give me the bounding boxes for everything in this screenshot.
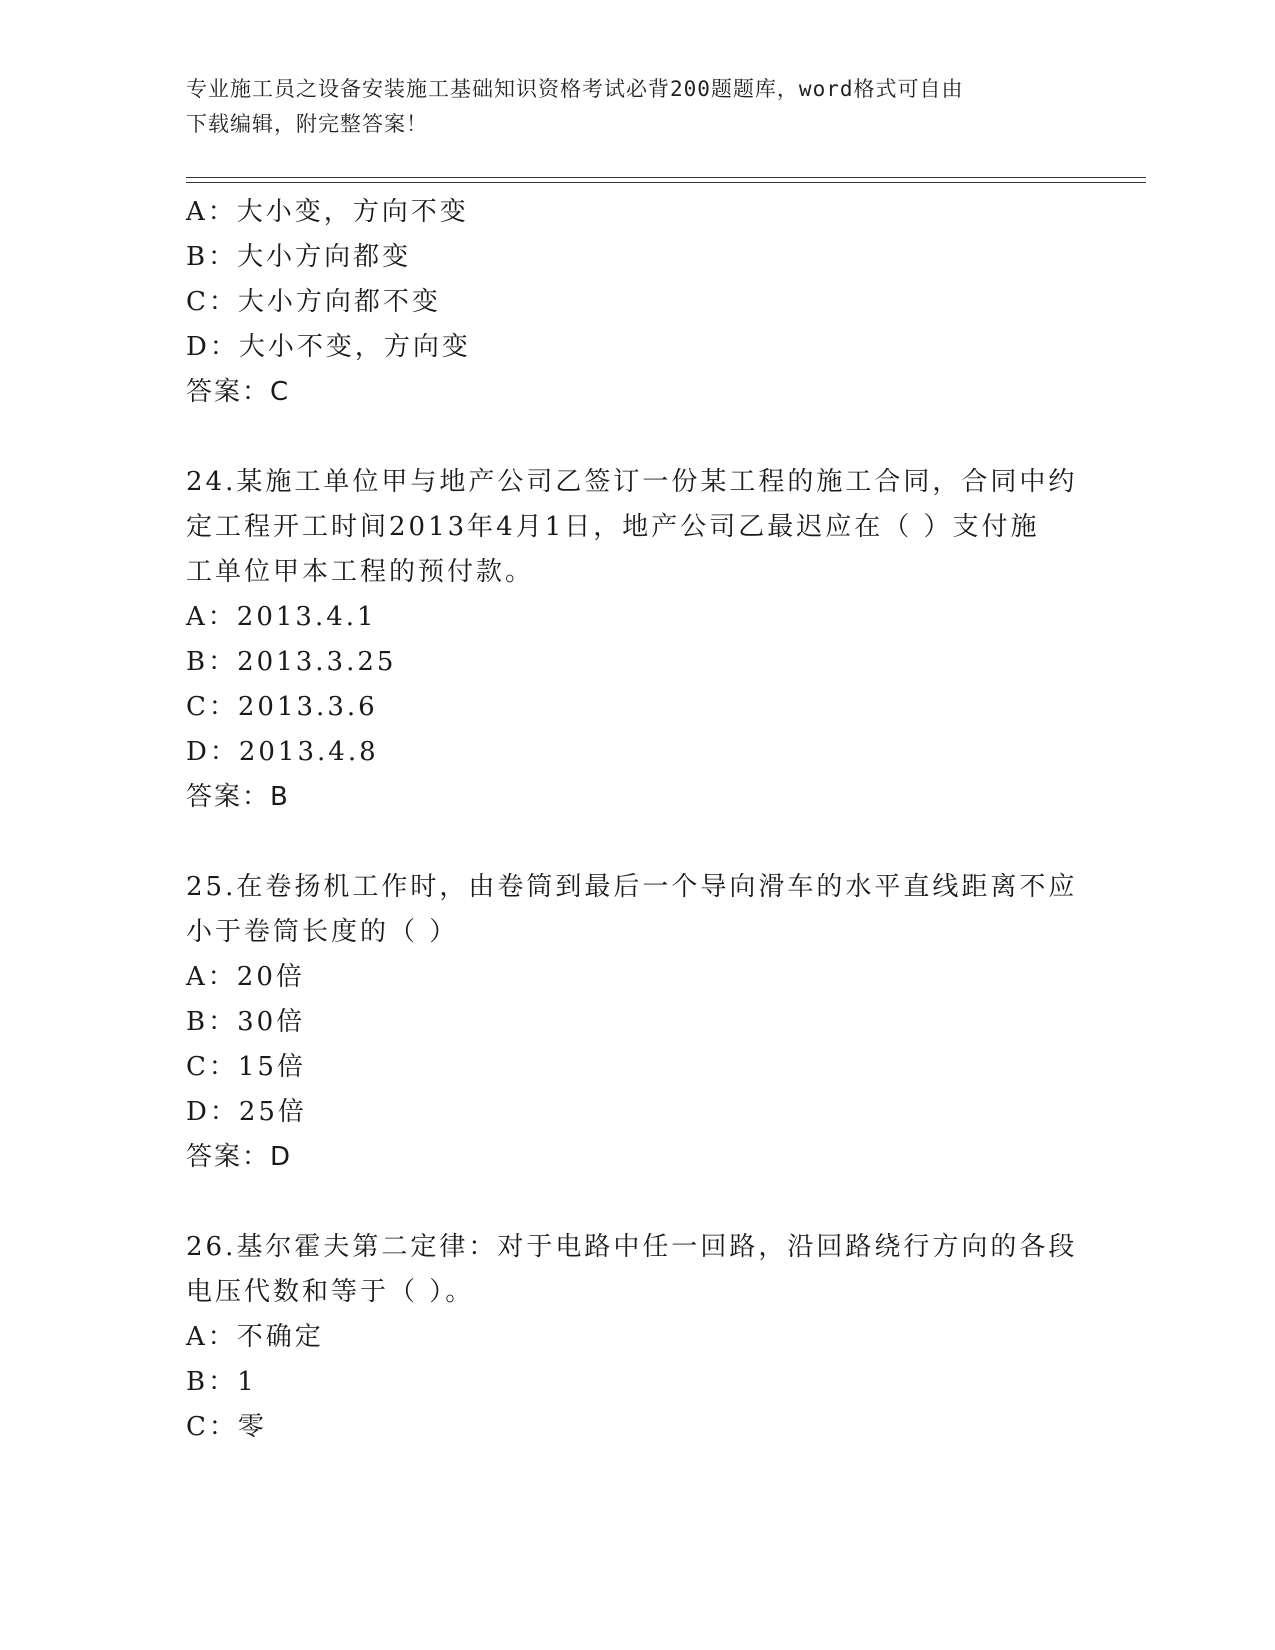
option-c: C：大小方向都不变 xyxy=(186,287,441,317)
question-23 xyxy=(186,190,1076,415)
document-header xyxy=(186,72,1086,142)
question-stem-line: 小于卷筒长度的（ ） xyxy=(186,917,459,947)
question-stem-line: 25.在卷扬机工作时，由卷筒到最后一个导向滑车的水平直线距离不应 xyxy=(186,872,1078,902)
header-line-2: 下载编辑，附完整答案！ xyxy=(186,112,428,136)
option-c: C：零 xyxy=(186,1412,267,1442)
spacer xyxy=(186,1180,1076,1225)
option-c: C：15倍 xyxy=(186,1052,306,1082)
option-c: C：2013.3.6 xyxy=(186,692,378,722)
option-a: A：20倍 xyxy=(186,962,305,992)
answer: 答案：C xyxy=(186,377,291,407)
question-stem-line: 24.某施工单位甲与地产公司乙签订一份某工程的施工合同，合同中约 xyxy=(186,467,1078,497)
spacer xyxy=(186,415,1076,460)
question-stem-line: 26.基尔霍夫第二定律：对于电路中任一回路，沿回路绕行方向的各段 xyxy=(186,1232,1078,1262)
spacer xyxy=(186,820,1076,865)
option-b: B：1 xyxy=(186,1367,257,1397)
option-d: D：25倍 xyxy=(186,1097,307,1127)
option-b: B：2013.3.25 xyxy=(186,647,397,677)
question-stem-line: 电压代数和等于（ ）。 xyxy=(186,1277,475,1307)
option-d: D：2013.4.8 xyxy=(186,737,379,767)
option-a: A：2013.4.1 xyxy=(186,602,377,632)
option-b: B：大小方向都变 xyxy=(186,242,412,272)
question-25 xyxy=(186,865,1076,1180)
option-a: A：大小变，方向不变 xyxy=(186,197,469,227)
question-stem-line: 定工程开工时间2013年4月1日，地产公司乙最迟应在（ ）支付施 xyxy=(186,512,1040,542)
header-line-1: 专业施工员之设备安装施工基础知识资格考试必背200题题库，word格式可自由 xyxy=(186,77,964,101)
question-24 xyxy=(186,460,1076,820)
option-b: B：30倍 xyxy=(186,1007,306,1037)
option-d: D：大小不变，方向变 xyxy=(186,332,471,362)
header-divider-top xyxy=(186,177,1146,178)
question-stem-line: 工单位甲本工程的预付款。 xyxy=(186,557,535,587)
answer: 答案：B xyxy=(186,782,290,812)
header-divider-bottom xyxy=(186,182,1146,183)
question-list xyxy=(186,190,1076,1450)
question-26 xyxy=(186,1225,1076,1450)
answer: 答案：D xyxy=(186,1142,293,1172)
option-a: A：不确定 xyxy=(186,1322,324,1352)
